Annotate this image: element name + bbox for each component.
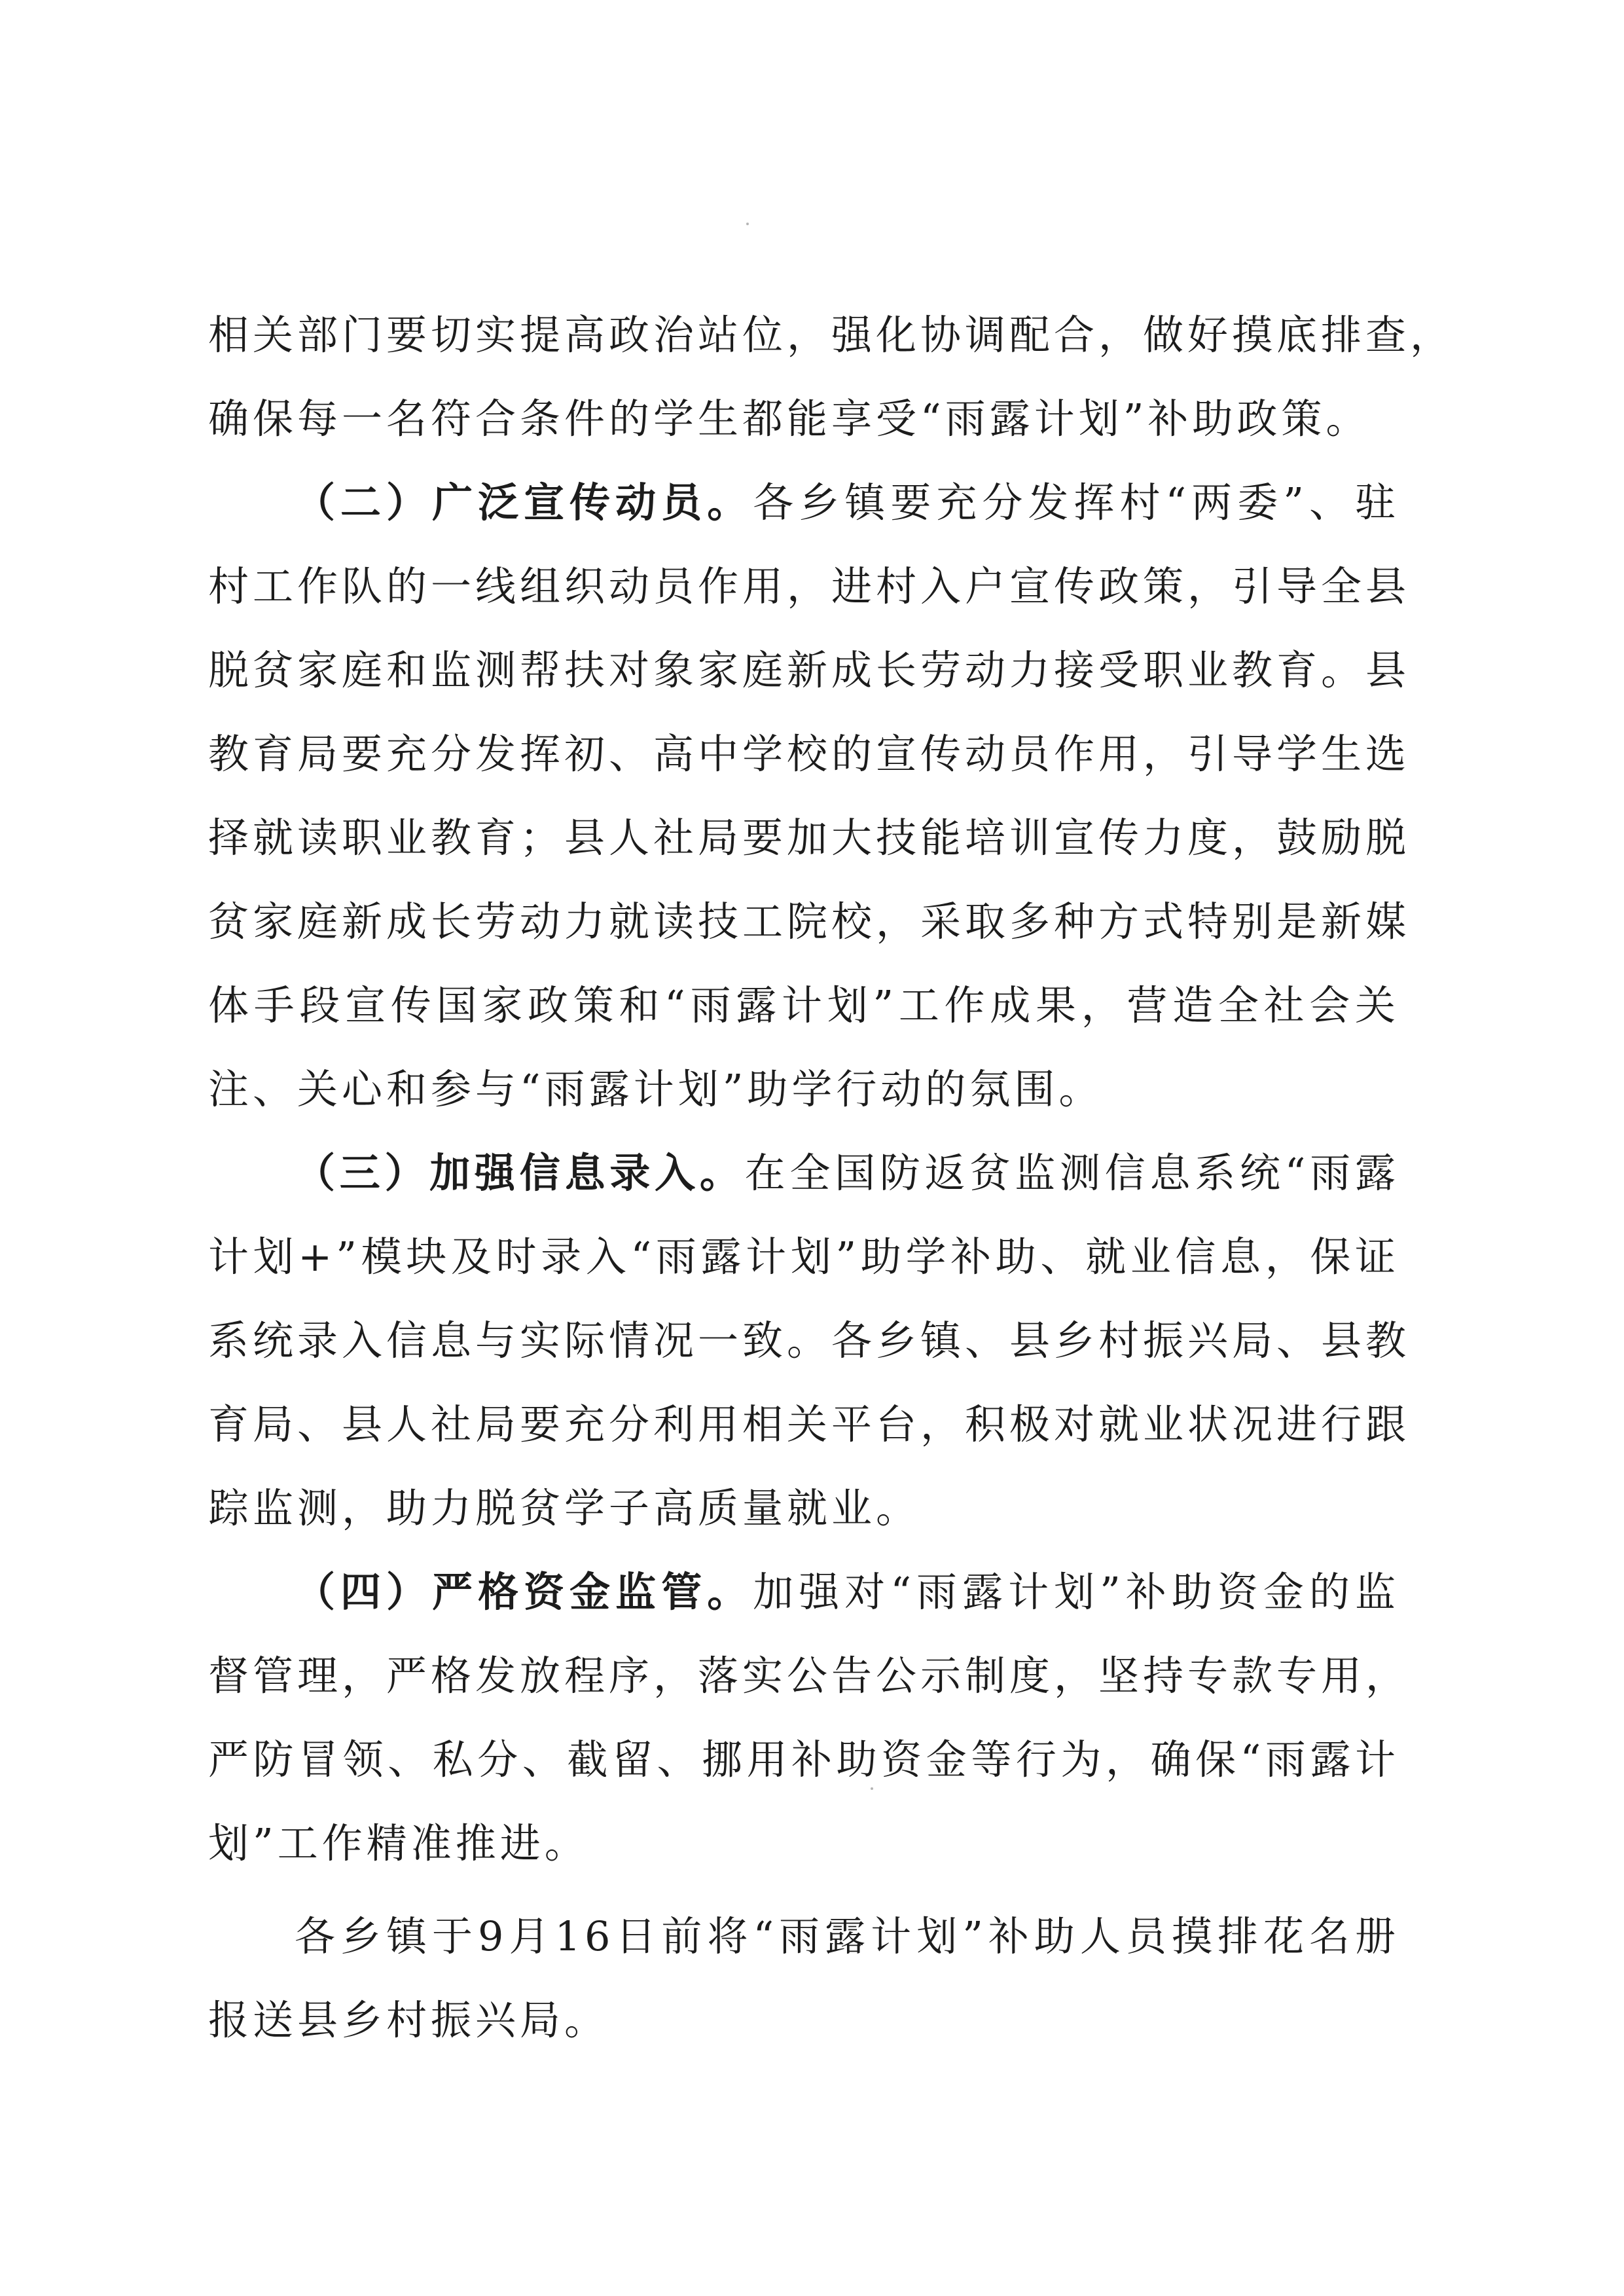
- text-line: 督管理，严格发放程序，落实公告公示制度，坚持专款专用，: [208, 1652, 1411, 1700]
- text-line: 村工作队的一线组织动员作用，进村入户宣传政策，引导全县: [208, 562, 1411, 610]
- section-text: 各乡镇要充分发挥村“两委”、驻: [753, 479, 1399, 526]
- text-line: 相关部门要切实提高政治站位，强化协调配合，做好摸底排查，: [208, 311, 1455, 359]
- text-line: 贫家庭新成长劳动力就读技工院校，采取多种方式特别是新媒: [208, 898, 1411, 945]
- document-body: [208, 293, 1455, 2062]
- section-publicity: [208, 461, 1411, 1131]
- scan-speck: [746, 223, 749, 225]
- text-line: 教育局要充分发挥初、高中学校的宣传动员作用，引导学生选: [208, 730, 1411, 778]
- text-line: 体手段宣传国家政策和“雨露计划”工作成果，营造全社会关: [208, 981, 1399, 1029]
- text-line: 严防冒领、私分、截留、挪用补助资金等行为，确保“雨露计: [208, 1736, 1399, 1783]
- text-line: 划”工作精准推进。: [208, 1819, 589, 1867]
- section-fund-supervision: [208, 1550, 1411, 1886]
- intro-paragraph: [208, 293, 1455, 461]
- paragraph-gap: [208, 1886, 1399, 1895]
- section-heading: （三）加强信息录入。: [295, 1149, 745, 1197]
- text-line: 计划+”模块及时录入“雨露计划”助学补助、就业信息，保证: [208, 1233, 1399, 1281]
- text-line: 育局、县人社局要充分利用相关平台，积极对就业状况进行跟: [208, 1400, 1411, 1448]
- section-first-line: [208, 1550, 1399, 1634]
- section-first-line: [208, 1131, 1399, 1215]
- section-data-entry: [208, 1131, 1411, 1550]
- section-heading: （四）严格资金监管。: [295, 1568, 753, 1616]
- text-line: 报送县乡村振兴局。: [208, 1996, 609, 2044]
- section-text: 加强对“雨露计划”补助资金的监: [753, 1568, 1399, 1616]
- closing-paragraph: [208, 1895, 1399, 2062]
- text-line: 择就读职业教育；县人社局要加大技能培训宣传力度，鼓励脱: [208, 814, 1411, 862]
- text-line: 注、关心和参与“雨露计划”助学行动的氛围。: [208, 1065, 1104, 1113]
- text-line: 踪监测，助力脱贫学子高质量就业。: [208, 1484, 921, 1532]
- section-first-line: [208, 461, 1399, 545]
- section-text: 在全国防返贫监测信息系统“雨露: [744, 1149, 1399, 1197]
- section-heading: （二）广泛宣传动员。: [295, 479, 753, 526]
- text-line: 确保每一名符合条件的学生都能享受“雨露计划”补助政策。: [208, 395, 1371, 443]
- text-line: 各乡镇于9月16日前将“雨露计划”补助人员摸排花名册: [295, 1912, 1399, 1960]
- text-line: 脱贫家庭和监测帮扶对象家庭新成长劳动力接受职业教育。县: [208, 646, 1411, 694]
- text-line: 系统录入信息与实际情况一致。各乡镇、县乡村振兴局、县教: [208, 1317, 1411, 1364]
